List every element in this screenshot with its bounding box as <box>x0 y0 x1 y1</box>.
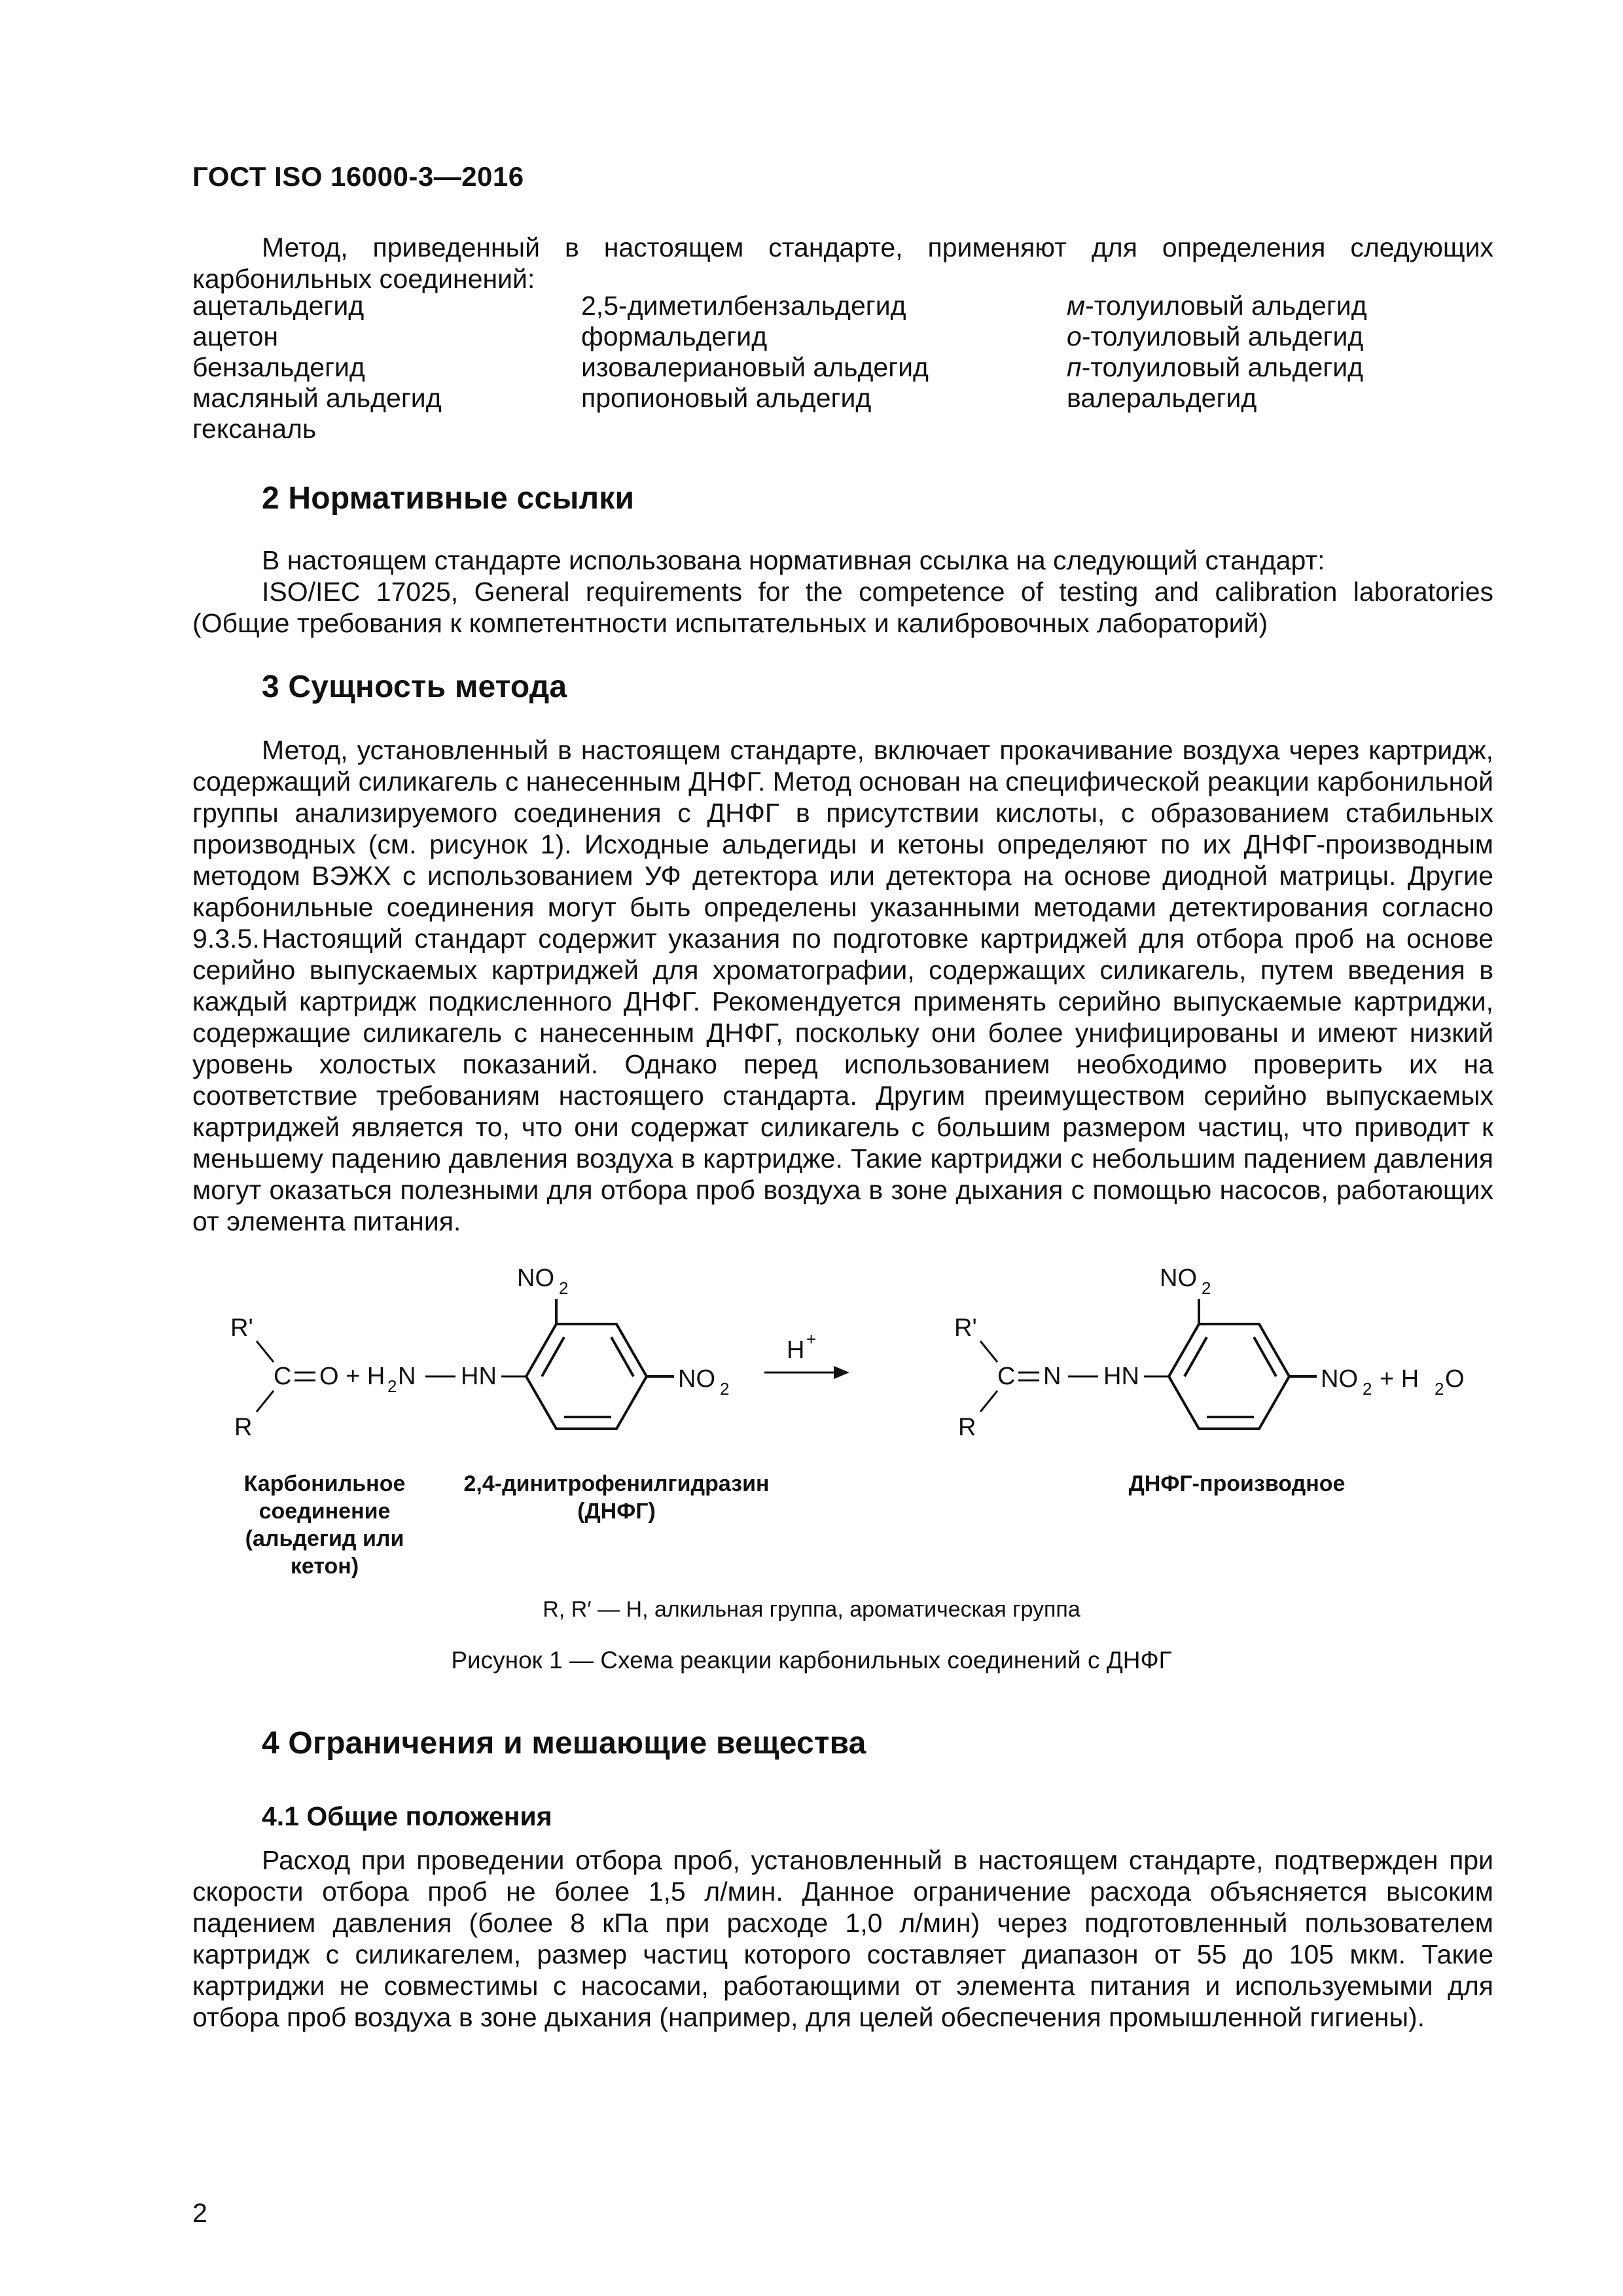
label-dnph: 2,4-динитрофенилгидразин (ДНФГ) <box>463 1471 770 1524</box>
svg-text:O: O <box>1445 1365 1465 1393</box>
section-2-paragraph-1: В настоящем стандарте использована нормативная ссылка на следующий стандарт: <box>262 545 1325 575</box>
section-3-title: 3 Сущность метода <box>262 670 567 704</box>
svg-text:C: C <box>997 1363 1016 1390</box>
product-structure <box>954 1314 1169 1441</box>
svg-text:O + H: O + H <box>319 1363 385 1390</box>
compound-item: о-толуиловый альдегид <box>1067 321 1364 351</box>
dnph-benzene-ring <box>526 1299 674 1429</box>
compound-column-2 <box>581 291 929 414</box>
svg-text:R: R <box>958 1414 976 1441</box>
svg-text:2: 2 <box>387 1376 397 1396</box>
section-3-paragraph-1: Метод, установленный в настоящем стандарте, включает прокачивание воздуха через картридж, содержащий силикагель с нанесенным ДНФГ. Метод основан на специфической реакции карбонильной группы анализируемого соединения с ДНФГ в присутствии кислоты, с образованием стабильных производных (см. рисунок 1). Исходные альдегиды и кетоны определяют по их ДНФГ-производным методом ВЭЖХ с использованием УФ детектора или детектора на основе диодной матрицы. Другие карбонильные соединения могут быть определены указанными методами детектирования согласно 9.3.5. <box>192 735 1493 954</box>
svg-text:+ H: + H <box>1380 1365 1419 1393</box>
compound-column-3 <box>1067 291 1367 414</box>
reaction-arrow <box>764 1329 849 1379</box>
svg-text:HN: HN <box>1103 1363 1139 1390</box>
svg-text:2: 2 <box>1435 1379 1444 1399</box>
section-4-title: 4 Ограничения и мешающие вещества <box>262 1726 866 1761</box>
compound-column-1 <box>192 291 442 444</box>
svg-text:N: N <box>398 1363 416 1390</box>
svg-text:R': R' <box>954 1314 977 1342</box>
compound-item: ацетальдегид <box>192 291 365 321</box>
svg-text:NO: NO <box>1160 1265 1197 1292</box>
compound-item: изовалериановый альдегид <box>581 352 929 382</box>
compound-item: 2,5-диметилбензальдегид <box>581 291 906 321</box>
product-benzene-ring <box>1169 1299 1317 1429</box>
compound-item: м-толуиловый альдегид <box>1067 291 1367 321</box>
svg-text:2: 2 <box>559 1278 569 1298</box>
svg-text:N: N <box>1043 1363 1061 1390</box>
svg-text:HN: HN <box>461 1363 497 1390</box>
svg-text:NO: NO <box>1321 1365 1358 1393</box>
compound-item: масляный альдегид <box>192 383 442 413</box>
figure-caption: Рисунок 1 — Схема реакции карбонильных соединений с ДНФГ <box>451 1647 1172 1674</box>
compound-item: валеральдегид <box>1067 383 1257 413</box>
svg-text:NO: NO <box>517 1265 554 1292</box>
document-header: ГОСТ ISO 16000-3—2016 <box>192 161 524 192</box>
compound-item: гексаналь <box>192 414 317 444</box>
svg-text:2: 2 <box>1202 1278 1211 1298</box>
svg-text:R': R' <box>230 1314 253 1342</box>
svg-text:C: C <box>274 1363 292 1390</box>
compound-item: пропионовый альдегид <box>581 383 872 413</box>
figure-note: R, R′ — H, алкильная группа, ароматическая группа <box>543 1597 1080 1622</box>
section-3-paragraph-2: Настоящий стандарт содержит указания по подготовке картриджей для отбора проб на основе серийно выпускаемых картриджей для хроматографии, содержащих силикагель, путем введения в каждый картридж подкисленного ДНФГ. Рекомендуется применять серийно выпускаемые картриджи, содержащие силикагель с нанесенным ДНФГ, поскольку они более унифицированы и имеют низкий уровень холостых показаний. Однако перед использованием необходимо проверить их на соответствие требованиям настоящего стандарта. Другим преимуществом серийно выпускаемых картриджей является то, что они содержат силикагель с большим размером частиц, что приводит к меньшему падению давления воздуха в картридже. Такие картриджи с небольшим падением давления могут оказаться полезными для отбора проб воздуха в зоне дыхания с помощью насосов, работающих от элемента питания. <box>192 924 1493 1236</box>
compound-item: п-толуиловый альдегид <box>1067 352 1364 382</box>
compound-item: ацетон <box>192 321 279 351</box>
label-dnph-derivative: ДНФГ-производное <box>1128 1471 1346 1496</box>
carbonyl-structure <box>230 1314 526 1441</box>
section-2-paragraph-2: ISO/IEC 17025, General requirements for the competence of testing and calibration laboratories (Общие требования к компетентности испытательных и калибровочных лабораторий) <box>192 577 1493 638</box>
compound-item: бензальдегид <box>192 352 365 382</box>
svg-text:2: 2 <box>720 1379 730 1399</box>
svg-text:+: + <box>806 1329 817 1349</box>
page-number: 2 <box>192 2198 207 2228</box>
svg-text:H: H <box>787 1336 805 1364</box>
section-4-paragraph-1: Расход при проведении отбора проб, установленный в настоящем стандарте, подтвержден при скорости отбора проб не более 1,5 л/мин. Данное ограничение расхода объясняется высоким падением давления (более 8 кПа при расходе 1,0 л/мин) через подготовленный пользователем картридж с силикагелем, размер частиц которого составляет диапазон от 55 до 105 мкм. Такие картриджи не совместимы с насосами, работающими от элемента питания и используемыми для отбора проб воздуха в зоне дыхания (например, для целей обеспечения промышленной гигиены). <box>192 1845 1493 2032</box>
compound-item: формальдегид <box>581 321 768 351</box>
subsection-4-1-title: 4.1 Общие положения <box>262 1801 552 1831</box>
svg-text:2: 2 <box>1363 1379 1372 1399</box>
svg-text:R: R <box>234 1414 253 1441</box>
intro-paragraph: Метод, приведенный в настоящем стандарте, применяют для определения следующих карбонильных соединений: <box>192 232 1493 294</box>
svg-text:NO: NO <box>678 1365 715 1393</box>
label-carbonyl-compound: Карбонильное соединение (альдегид или кетон) <box>243 1471 406 1579</box>
section-2-title: 2 Нормативные ссылки <box>262 481 635 516</box>
